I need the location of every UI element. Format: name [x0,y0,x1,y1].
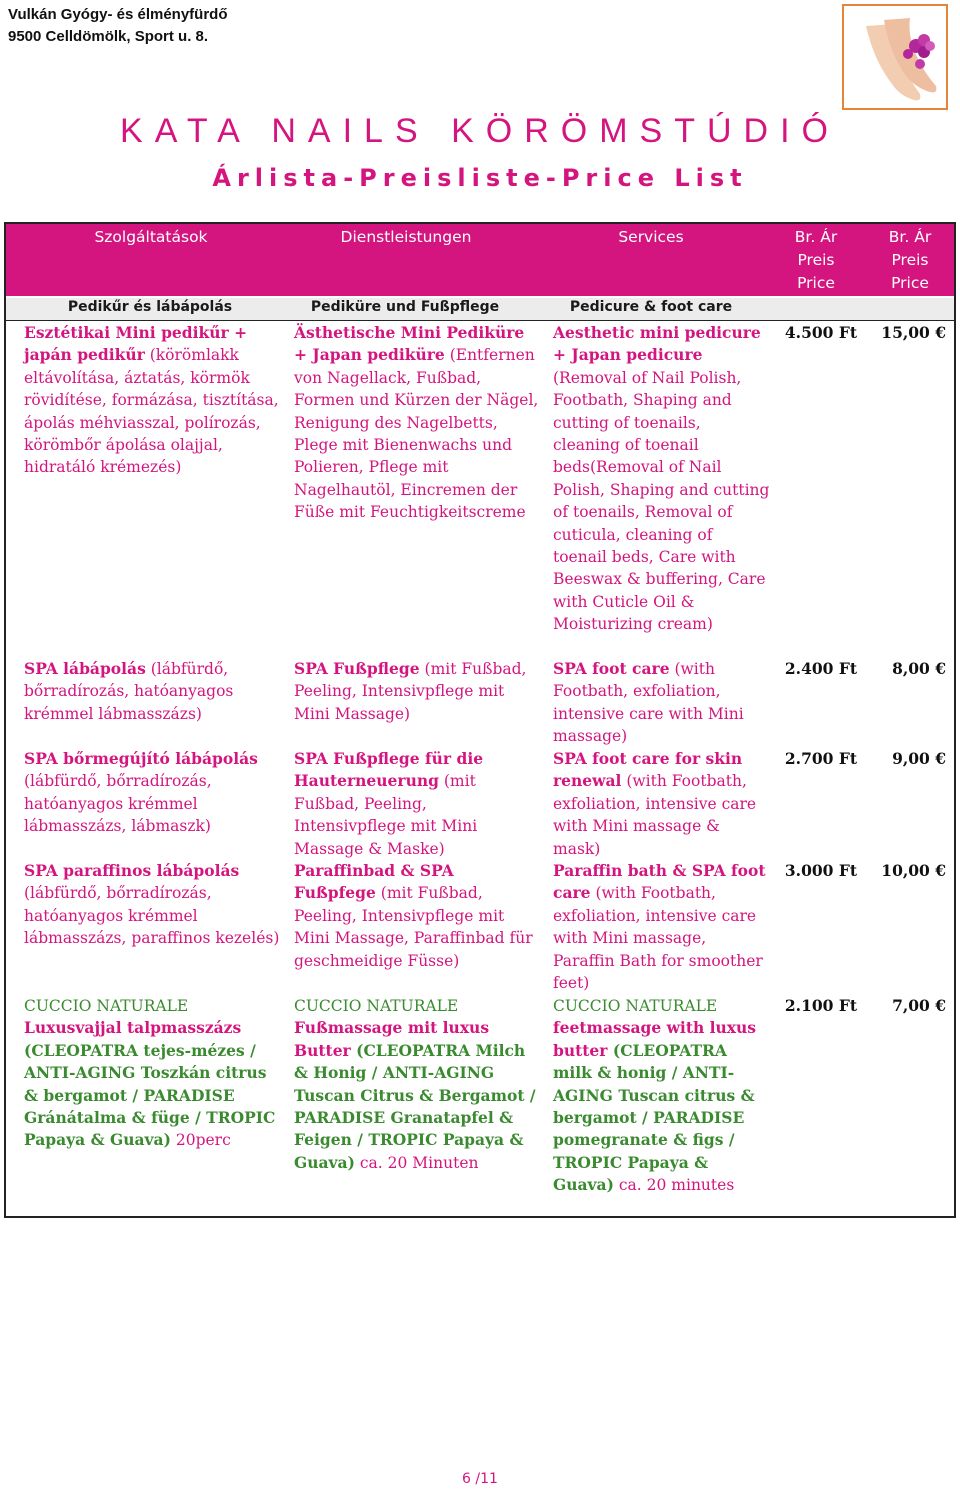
col-header-en: Services [618,228,684,246]
col-header-hu: Szolgáltatások [94,228,208,246]
col-header-price-eur [870,226,950,295]
service-title: SPA Fußpflege [294,659,420,678]
service-title: SPA foot care [553,659,670,678]
price-eur: 7,00 € [892,996,946,1015]
price-huf: 2.400 Ft [784,659,857,678]
service-hu [24,995,282,1152]
category-en: Pedicure & foot care [569,299,733,315]
service-title: Paraffinbad & SPA Fußpfege [294,861,454,903]
service-title: Fußmassage mit luxus Butter [294,1018,490,1060]
page-title: KATA NAILS KÖRÖMSTÚDIÓ [120,112,840,150]
service-variants: (CLEOPATRA tejes-mézes / ANTI-AGING Toszkán citrus & bergamot / PARADISE Gránátalma & füge / TROPIC Papaya & Guava) [24,1040,276,1150]
service-en [553,322,771,636]
service-variants: (CLEOPATRA milk & honig / ANTI-AGING Tuscan citrus & bergamot / PARADISE pomegranate & figs / TROPIC Papaya & Guava) [553,1040,755,1195]
service-hu [24,658,282,725]
page-number: 6 /11 [462,1471,498,1487]
service-title: Luxusvajjal talpmasszázs [24,1018,242,1038]
service-desc: (Removal of Nail Polish, Footbath, Shaping and cutting of toenails, cleaning of toenail beds(Removal of Nail Polish, Shaping and cutting of toenails, Removal of cuticula, cleaning of toenail beds, Care with Beeswax & buffering, Care with Cuticle Oil & Moisturizing cream) [553,368,770,634]
service-title: SPA Fußpflege für die Hauterneuerung [294,749,484,791]
col-header-price-huf [776,226,856,295]
price-eur: 8,00 € [892,659,946,678]
service-title: SPA bőrmegújító lábápolás [24,749,258,768]
category-row [6,298,954,321]
service-desc: (with Footbath, exfoliation, intensive care with Mini massage & mask) [553,772,757,858]
category-hu: Pedikűr és lábápolás [67,299,233,315]
price-header-line: Br. Ár [794,228,838,246]
price-huf: 4.500 Ft [784,323,857,342]
service-de [294,995,540,1174]
service-title: SPA foot care for skin renewal [553,749,743,791]
service-de [294,748,540,860]
service-desc: (mit Fußbad, Peeling, Intensivpflege mit Mini Massage & Maske) [294,772,478,858]
category-de: Pediküre und Fußpflege [310,299,500,315]
price-huf: 2.700 Ft [784,749,857,768]
brand-name: CUCCIO NATURALE [553,997,718,1015]
price-header-line: Br. Ár [888,228,932,246]
service-title: Aesthetic mini pedicure + Japan pedicure [553,323,761,365]
service-title: Ästhetische Mini Pediküre + Japan pediküre [294,323,525,365]
service-de [294,860,540,972]
service-desc: (with Footbath, exfoliation, intensive care with Mini massage, Paraffin Bath for smoother feet) [553,884,763,993]
col-header-de: Dienstleistungen [340,228,472,246]
service-title: SPA paraffinos lábápolás [24,861,240,880]
service-title: SPA lábápolás [24,659,146,678]
service-desc: (mit Fußbad, Peeling, Intensivpflege mit Mini Massage) [294,660,527,723]
price-eur: 9,00 € [892,749,946,768]
service-hu [24,748,282,838]
service-title: Esztétikai Mini pedikűr + japán pedikűr [24,323,248,365]
service-duration: ca. 20 Minuten [354,1153,479,1172]
brand-name: CUCCIO NATURALE [294,997,459,1015]
service-hu [24,860,282,950]
page-subtitle: Árlista-Preisliste-Price List [212,164,748,192]
price-header-line: Preis [797,251,835,269]
price-huf: 3.000 Ft [784,861,857,880]
service-duration: 20perc [170,1131,231,1150]
service-desc: (Entfernen von Nagellack, Fußbad, Formen und Kürzen der Nägel, Renigung des Nagelbetts, Plege mit Bienenwachs und Polieren, Pflege mit Nagelhautöl, Eincremen der Füße mit Feuchtigkeitscreme [294,346,539,522]
service-de [294,322,540,524]
service-en [553,995,771,1197]
price-header-line: Price [797,274,835,292]
header-address-block [8,4,228,48]
service-title: feetmassage with luxus butter [553,1018,757,1060]
feet-with-orchids-icon [842,4,948,110]
price-header-line: Price [891,274,929,292]
company-address: 9500 Celldömölk, Sport u. 8. [8,28,209,45]
service-duration: ca. 20 minutes [613,1176,735,1195]
price-eur: 15,00 € [881,323,946,342]
service-en [553,658,771,748]
service-hu [24,322,282,479]
brand-name: CUCCIO NATURALE [24,997,189,1015]
service-de [294,658,540,725]
service-desc: (mit Fußbad, Peeling, Intensivpflege mit Mini Massage, Paraffinbad für geschmeidige Füsse) [294,884,533,970]
service-desc: (lábfürdő, bőrradírozás, hatóanyagos krémmel lábmasszázs, paraffinos kezelés) [24,884,280,948]
service-desc: (lábfürdő, bőrradírozás, hatóanyagos krémmel lábmasszázs, lábmaszk) [24,772,212,836]
price-header-line: Preis [891,251,929,269]
table-header [6,224,954,296]
service-desc: (with Footbath, exfoliation, intensive care with Mini massage) [553,660,744,746]
service-en [553,860,771,994]
service-variants: (CLEOPATRA Milch & Honig / ANTI-AGING Tuscan Citrus & Bergamot / PARADISE Granatapfel & Feigen / TROPIC Papaya & Guava) [294,1040,536,1172]
service-desc: (körömlakk eltávolítása, áztatás, körmök rövidítése, formázása, tisztítása, ápolás méhviasszal, polírozás, körömbőr ápolása olajjal, hidratáló krémezés) [24,346,279,477]
service-desc: (lábfürdő, bőrradírozás, hatóanyagos krémmel lábmasszázs) [24,660,234,723]
price-eur: 10,00 € [881,861,946,880]
company-name: Vulkán Gyógy- és élményfürdő [8,6,228,23]
service-title: Paraffin bath & SPA foot care [553,861,766,903]
service-en [553,748,771,860]
price-huf: 2.100 Ft [784,996,857,1015]
